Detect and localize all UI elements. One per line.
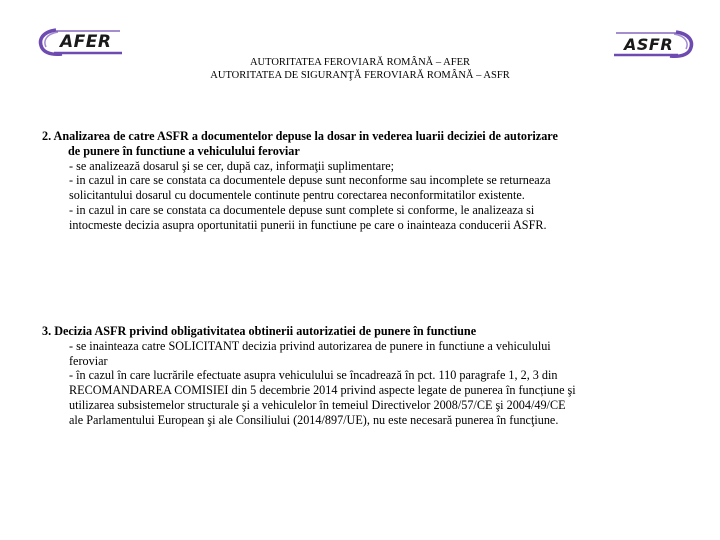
header-line-afer: AUTORITATEA FEROVIARĂ ROMÂNĂ – AFER: [249, 57, 471, 68]
section-3-bullet-2-line2: RECOMANDAREA COMISIEI din 5 decembrie 2014 privind aspecte legate de punerea în funcțiune şi: [69, 383, 576, 398]
section-2-bullet-3-line1: - in cazul in care se constata ca documentele depuse sunt complete si conforme, le analizeaza si: [69, 202, 535, 217]
section-3-title: 3. Decizia ASFR privind obligativitatea obtinerii autorizatiei de punere în functiune: [42, 324, 477, 338]
section-2-bullet-2-line2: solicitantului dosarul cu documentele continute pentru corectarea neconformitatilor existente.: [69, 188, 525, 203]
page-header: [170, 56, 550, 82]
section-2-title-line2: de punere în functiune a vehiculului feroviar: [68, 143, 300, 158]
section-3-bullet-2-line1: - în cazul în care lucrările efectuate asupra vehiculului se încadrează în pct. 110 paragrafe 1, 2, 3 din: [69, 368, 558, 383]
section-2-bullet-3-line2: intocmeste decizia asupra oportunitatii punerii in functiune pe care o inainteaza conducerii ASFR.: [69, 217, 547, 232]
afer-logo: [36, 26, 128, 58]
asfr-logo: [600, 28, 696, 60]
section-2-title: [42, 129, 682, 159]
section-2-title-line1: 2. Analizarea de catre ASFR a documentelor depuse la dosar in vederea luarii deciziei de autorizare: [42, 129, 558, 143]
section-3-bullet-2: [42, 368, 682, 427]
section-3-bullet-1: [42, 339, 682, 369]
header-line-asfr: AUTORITATEA DE SIGURANŢĂ FEROVIARĂ ROMÂNĂ – ASFR: [210, 70, 510, 81]
section-3-bullet-1-line2: feroviar: [69, 353, 108, 368]
section-2: [42, 129, 682, 233]
asfr-logo-text: ASFR: [624, 35, 674, 54]
section-3-bullet-1-line1: - se inainteaza catre SOLICITANT decizia privind autorizarea de punere in functiune a vehiculului: [69, 338, 551, 353]
section-3: [42, 324, 682, 428]
section-2-bullet-1-text: - se analizează dosarul şi se cer, după caz, informaţii suplimentare;: [69, 158, 395, 173]
section-2-bullet-1: [42, 159, 682, 174]
section-3-bullet-2-line3: utilizarea subsistemelor structurale şi a vehiculelor în temeiul Directivelor 2008/57/CE şi 2004/49/CE: [69, 397, 566, 412]
section-2-bullet-3: [42, 203, 682, 233]
afer-logo-text: AFER: [60, 32, 112, 52]
section-2-bullet-2-line1: - in cazul in care se constata ca documentele depuse sunt neconforme sau incomplete se returneaza: [69, 173, 551, 188]
section-2-bullet-2: [42, 173, 682, 203]
section-3-bullet-2-line4: ale Parlamentului European şi ale Consiliului (2014/897/UE), nu este necesară punerea în funcţiune.: [69, 412, 559, 427]
